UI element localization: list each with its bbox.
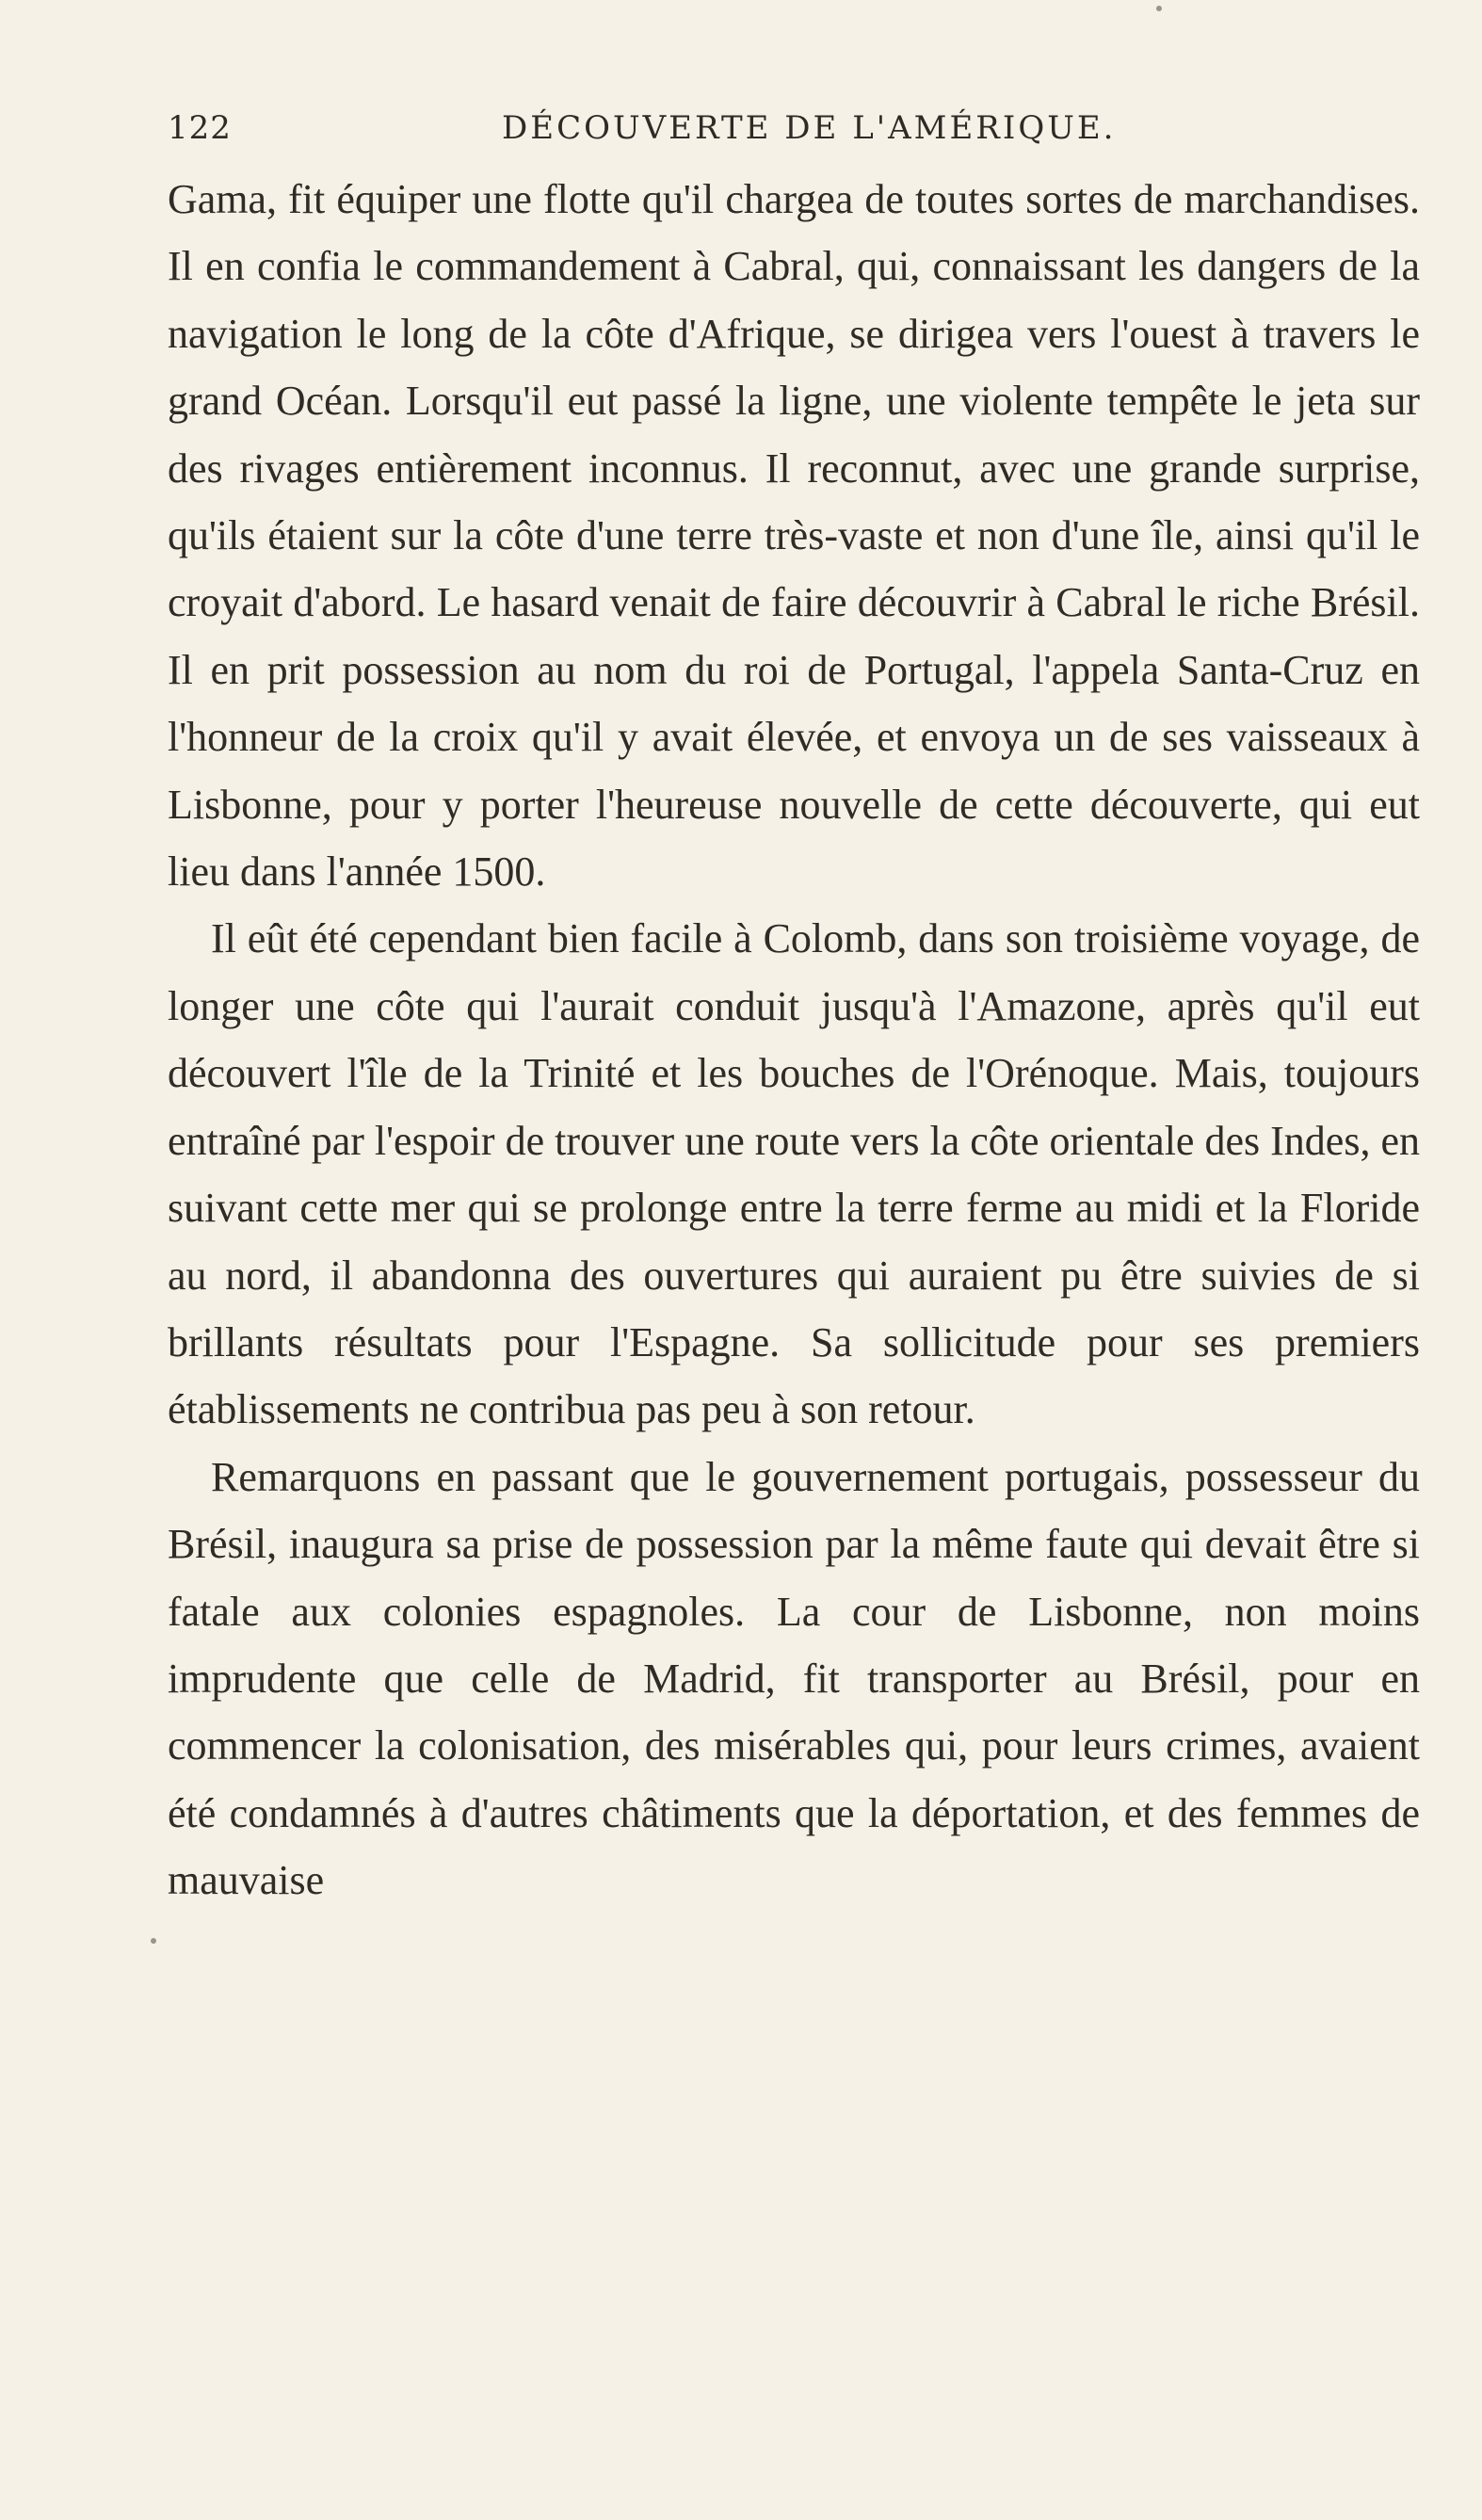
body-text bbox=[168, 166, 1420, 1914]
running-title: DÉCOUVERTE DE L'AMÉRIQUE. bbox=[502, 109, 1117, 147]
paragraph-3: Remarquons en passant que le gouvernement portugais, possesseur du Brésil, inaugura sa prise de possession par la même faute qui devait être si fatale aux colonies espagnoles. La cour de Lisbonne, non moins imprudente que celle de Madrid, fit transporter au Brésil, pour en commencer la colonisation, des misérables qui, pour leurs crimes, avaient été condamnés à d'autres châtiments que la déportation, et des femmes de mauvaise bbox=[168, 1453, 1420, 1904]
page-header bbox=[168, 102, 1420, 158]
paragraph-2: Il eût été cependant bien facile à Colomb, dans son troisième voyage, de longer une côte qui l'aurait conduit jusqu'à l'Amazone, après qu'il eut découvert l'île de la Trinité et les bouches de l'Orénoque. Mais, toujours entraîné par l'espoir de trouver une route vers la côte orientale des Indes, en suivant cette mer qui se prolonge entre la terre ferme au midi et la Floride au nord, il abandonna des ouvertures qui auraient pu être suivies de si brillants résultats pour l'Espagne. Sa sollicitude pour ses premiers établissements ne contribua pas peu à son retour. bbox=[168, 915, 1420, 1433]
paper-speck bbox=[1156, 6, 1162, 11]
page-number: 122 bbox=[168, 109, 232, 147]
paragraph-1: Gama, fit équiper une flotte qu'il chargea de toutes sortes de marchandises. Il en confia le commandement à Cabral, qui, connaissant les dangers de la navigation le long de la côte d'Afrique, se dirigea vers l'ouest à travers le grand Océan. Lorsqu'il eut passé la ligne, une violente tempête le jeta sur des rivages entièrement inconnus. Il reconnut, avec une grande surprise, qu'ils étaient sur la côte d'une terre très-vaste et non d'une île, ainsi qu'il le croyait d'abord. Le hasard venait de faire découvrir à Cabral le riche Brésil. Il en prit possession au nom du roi de Portugal, l'appela Santa-Cruz en l'honneur de la croix qu'il y avait élevée, et envoya un de ses vaisseaux à Lisbonne, pour y porter l'heureuse nouvelle de cette découverte, qui eut lieu dans l'année 1500. bbox=[168, 176, 1420, 896]
paper-speck bbox=[151, 1938, 156, 1944]
